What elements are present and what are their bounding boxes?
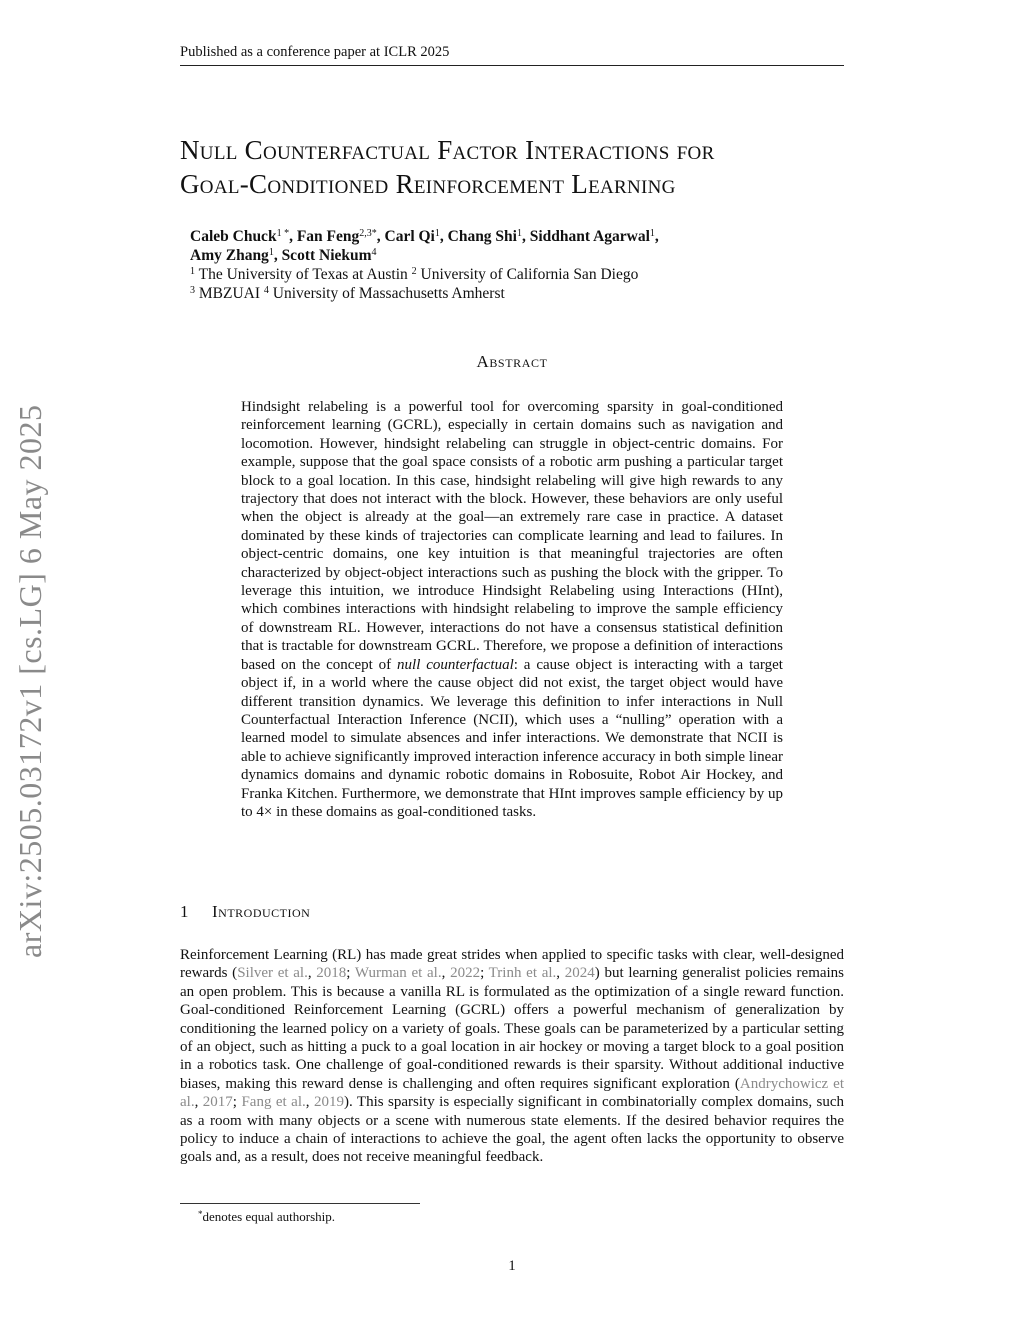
footnote-text: denotes equal authorship. bbox=[202, 1209, 335, 1224]
intro-text: ). This sparsity is especially significant in combinatorially complex domains, such as a room with many objects or a scene with numerous state elements. If the desired behavior requires the policy to induce a chain of interactions to achieve the goal, the agent often lacks the opportunity to observe goals and, as a result, does not receive meaningful feedback. bbox=[180, 1094, 845, 1166]
title-line-2: Goal-Conditioned Reinforcement Learning bbox=[180, 169, 676, 199]
paper-title bbox=[180, 133, 860, 201]
affiliation-name: The University of Texas at Austin bbox=[198, 266, 408, 283]
author-name: Carl Qi bbox=[384, 228, 435, 245]
affiliation-line-2 bbox=[190, 284, 830, 303]
arxiv-stamp: arXiv:2505.03172v1 [cs.LG] 6 May 2025 bbox=[12, 404, 48, 958]
intro-paragraph: Reinforcement Learning (RL) has made great strides when applied to specific tasks with clear, well-designed rewards (Silver et al., 2018; Wurman et al., 2022; Trinh et al., 2024) but learning generalist policies remains an open problem. This is because a vanilla RL is formulated as the optimization of a single reward function. Goal-conditioned Reinforcement Learning (GCRL) offers a powerful mechanism of generalization by conditioning the learned policy on a variety of goals. These goals can be parameterized by a particular setting of an object, such as hitting a puck to a goal location in air hockey or moving a target block to a goal position in a robotics task. One challenge of goal-conditioned rewards is their sparsity. Without additional inductive biases, making this reward dense is challenging and often requires significant exploration (Andrychowicz et al., 2017; Fang et al., 2019). This sparsity is especially significant in combinatorially complex domains, such as a room with many objects or a scene with numerous state elements. If the desired behavior requires the policy to induce a chain of interactions to achieve the goal, the agent often lacks the opportunity to observe goals and, as a result, does not receive meaningful feedback. bbox=[180, 947, 845, 1166]
citation-link[interactable]: Silver et al. bbox=[237, 965, 308, 982]
author-name: Scott Niekum bbox=[281, 247, 372, 264]
abstract-body bbox=[241, 398, 783, 821]
running-header: Published as a conference paper at ICLR 2025 bbox=[180, 44, 844, 66]
author-sup: 1 bbox=[434, 228, 440, 239]
section-title: Introduction bbox=[212, 902, 311, 921]
citation-link[interactable]: Wurman et al. bbox=[354, 965, 442, 982]
section-heading bbox=[180, 902, 310, 922]
section-number: 1 bbox=[180, 902, 189, 921]
author-name: Fan Feng bbox=[296, 228, 360, 245]
author-name: Chang Shi bbox=[447, 228, 517, 245]
footnote-mark: * bbox=[198, 1209, 203, 1219]
affiliation-name: University of Massachusetts Amherst bbox=[272, 285, 505, 302]
author-sup: 1 bbox=[649, 228, 655, 239]
intro-text: Reinforcement Learning (RL) has made great strides when applied to specific tasks with clear, well-designed rewards ( bbox=[180, 947, 844, 982]
author-block bbox=[190, 227, 830, 303]
abstract-text-after: : a cause object is interacting with a target object if, in a world where the cause object did not exist, the target object would have different transition dynamics. We leverage this definition to infer interactions in Null Counterfactual Interaction Inference (NCII), which uses a “nulling” operation with a learned model to simulate absences and infer interactions. We demonstrate that NCII is able to achieve significantly improved interaction inference accuracy in both simple linear dynamics domains and dynamic robotic domains in Robosuite, Robot Air Hockey, and Franka Kitchen. Furthermore, we demonstrate that HInt improves sample efficiency by up to 4× in these domains as goal-conditioned tasks. bbox=[241, 656, 783, 820]
author-sup: 1 bbox=[516, 228, 522, 239]
citation-year-link[interactable]: 2022 bbox=[450, 965, 481, 982]
affiliation-line-1 bbox=[190, 265, 830, 284]
page-number: 1 bbox=[508, 1258, 516, 1274]
footnote bbox=[198, 1209, 335, 1225]
footnote-rule bbox=[180, 1203, 420, 1204]
author-sup: 2,3* bbox=[359, 228, 377, 239]
citation-year-link[interactable]: 2018 bbox=[316, 965, 347, 982]
author-sup: 1 * bbox=[276, 228, 290, 239]
affiliation-name: MBZUAI bbox=[198, 285, 261, 302]
affiliation-sup: 4 bbox=[263, 285, 269, 296]
affiliation-name: University of California San Diego bbox=[420, 266, 639, 283]
citation-link[interactable]: Andrychowicz et al. bbox=[180, 1075, 844, 1111]
abstract-heading: Abstract bbox=[476, 352, 548, 371]
author-sup: 4 bbox=[371, 247, 377, 258]
abstract-text-before: Hindsight relabeling is a powerful tool for overcoming sparsity in goal-conditioned reinforcement learning (GCRL), especially in certain domains such as navigation and locomotion. However, hindsight relabeling can struggle in object-centric domains. For example, suppose that the goal space consists of a robotic arm pushing a particular target block to a goal location. In this case, hindsight relabeling will give high rewards to any trajectory that does not interact with the block. However, these behaviors are only useful when the object is already at the goal—an extremely rare case in practice. A dataset dominated by these kinds of trajectories can complicate learning and lead to failures. In object-centric domains, one key intuition is that meaningful trajectories are often characterized by object-object interactions such as pushing the block with the gripper. To leverage this intuition, we introduce Hindsight Relabeling using Interactions (HInt), which combines interactions with hindsight relabeling to improve the sample efficiency of downstream RL. However, interactions do not have a consensus statistical definition that is tractable for downstream GCRL. Therefore, we propose a definition of interactions based on the concept of bbox=[241, 399, 783, 673]
citation-year-link[interactable]: 2024 bbox=[564, 965, 595, 982]
author-line-1: Caleb Chuck$^{1 *}$, Fan Feng$^{2,3*}$, Carl Qi$^1$, Chang Shi$^1$, Siddhant Agarwal$^1$, bbox=[190, 228, 659, 245]
affiliation-sup: 2 bbox=[411, 266, 417, 277]
author-line-2: Amy Zhang$^1$, Scott Niekum$^4$ bbox=[190, 247, 377, 264]
citation-link[interactable]: Trinh et al. bbox=[488, 965, 557, 982]
abstract-italic-term: null counterfactual bbox=[397, 656, 514, 673]
author-name: Siddhant Agarwal bbox=[529, 228, 650, 245]
citation-year-link[interactable]: 2019 bbox=[313, 1094, 344, 1111]
author-name: Caleb Chuck bbox=[190, 228, 277, 245]
citation-link[interactable]: Fang et al. bbox=[241, 1094, 306, 1111]
author-sup: 1 bbox=[268, 247, 274, 258]
title-line-1: Null Counterfactual Factor Interactions for bbox=[180, 135, 715, 165]
affiliation-sup: 1 bbox=[190, 266, 195, 277]
citation-year-link[interactable]: 2017 bbox=[202, 1094, 233, 1111]
affiliation-sup: 3 bbox=[190, 285, 195, 296]
author-name: Amy Zhang bbox=[190, 247, 269, 264]
intro-text: ) but learning generalist policies remains an open problem. This is because a vanilla RL is formulated as the optimization of a single reward function. Goal-conditioned Reinforcement Learning (GCRL) offers a powerful mechanism of generalization by conditioning the learned policy on a variety of goals. These goals can be parameterized by a particular setting of an object, such as hitting a puck to a goal location in air hockey or moving a target block to a goal position in a robotics task. One challenge of goal-conditioned rewards is their sparsity. Without additional inductive biases, making this reward dense is challenging and often requires significant exploration ( bbox=[180, 965, 845, 1092]
